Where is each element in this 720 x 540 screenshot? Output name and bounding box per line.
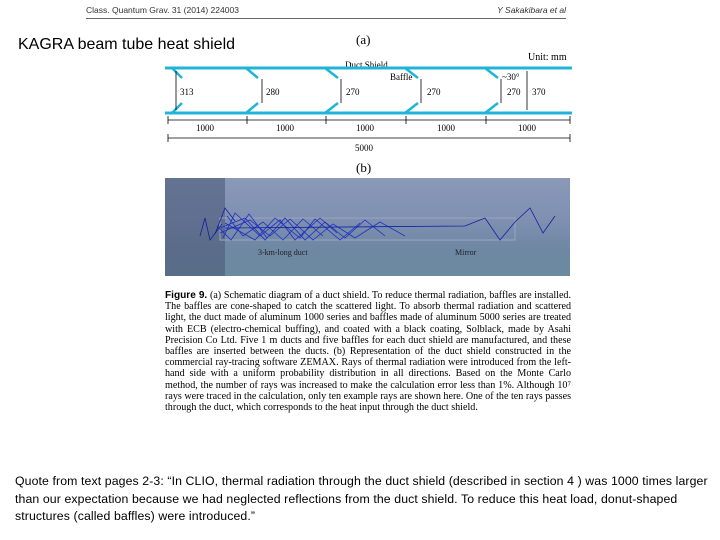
segment-length-label: 1000 xyxy=(518,123,536,133)
unit-label: Unit: mm xyxy=(528,52,567,63)
panel-b-label: (b) xyxy=(356,160,372,175)
caption-text: (a) Schematic diagram of a duct shield. To reduce thermal radiation, baffles are installed. The baffles are cone-shaped to catch the scattered light. To absorb thermal radiation and scattered light, the duct made of aluminum 1000 series and baffles made of aluminum 5000 series are treated with ECB (electro-chemical buffing), and coated with a black coating, Solblack, made by Asahi Precision Co Ltd. Five 1 m ducts and five baffles for each duct shield are manufactured, and these baffles are inserted between the ducts. (b) Representation of the duct shield constructed in the commercial ray-tracing software ZEMAX. Rays of thermal radiation were introduced from the left-hand side with a uniform probability distribution in all directions. Based on the Monte Carlo method, the number of rays was increased to make the calculation error less than 1%. Although 10⁷ rays were traced in the calculation, only ten example rays are shown here. One of the ten rays passes through the duct, which corresponds to the heat input through the duct shield. xyxy=(165,290,571,414)
baffles xyxy=(172,68,498,113)
panel-a-label: (a) xyxy=(356,32,371,47)
total-length-label: 5000 xyxy=(355,143,373,153)
mirror-label: Mirror xyxy=(455,248,477,257)
caption-label: Figure 9. xyxy=(165,290,208,301)
slide-title: KAGRA beam tube heat shield xyxy=(18,36,236,53)
source-quote: Quote from text pages 2-3: “In CLIO, thermal radiation through the duct shield (described in section 4 ) was 1000 times larger than our expectation because we had neglected reflections from the duct shield. To reduce this heat load, donut-shaped structures (called baffles) were introduced.” xyxy=(15,474,708,523)
diameter-label: 270 xyxy=(346,87,360,97)
diameter-label: 270 xyxy=(507,87,521,97)
author-citation: Y Sakakibara et al xyxy=(497,5,566,15)
baffle-label: Baffle xyxy=(390,72,413,82)
diameter-label: 370 xyxy=(532,87,546,97)
diameter-label: 280 xyxy=(266,87,280,97)
journal-citation: Class. Quantum Grav. 31 (2014) 224003 xyxy=(86,5,239,15)
duct-schematic xyxy=(0,0,720,160)
figure-caption xyxy=(165,290,571,413)
segment-length-label: 1000 xyxy=(356,123,374,133)
duct-length-label: 3-km-long duct xyxy=(258,248,308,257)
segment-length-label: 1000 xyxy=(196,123,214,133)
duct-shield-label: Duct Shield xyxy=(345,60,388,70)
ray-trace-render xyxy=(165,178,570,276)
diameter-label: 270 xyxy=(427,87,441,97)
ray-paths xyxy=(165,178,570,276)
angle-label: ~30° xyxy=(502,72,520,82)
segment-length-label: 1000 xyxy=(276,123,294,133)
segment-length-label: 1000 xyxy=(437,123,455,133)
diameter-label: 313 xyxy=(180,87,194,97)
